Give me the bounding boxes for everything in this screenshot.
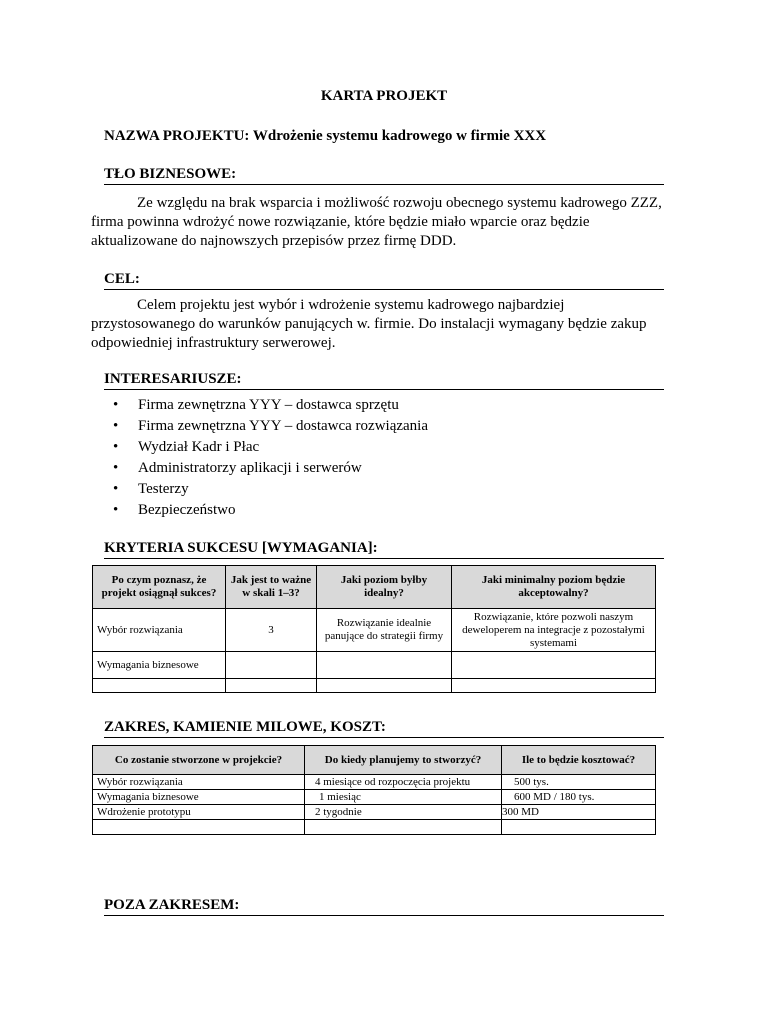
table-cell: Rozwiązanie idealnie panujące do strategii firmy — [317, 609, 452, 652]
table-cell: Wdrożenie prototypu — [93, 805, 305, 820]
scope-table — [92, 745, 656, 835]
goal-heading: CEL: — [104, 271, 664, 290]
table-cell: Rozwiązanie, które pozwoli naszym deweloperem na integracje z pozostałymi systemami — [452, 609, 656, 652]
list-item-text: Firma zewnętrzna YYY – dostawca sprzętu — [138, 397, 399, 413]
list-item — [113, 458, 428, 479]
list-item — [113, 416, 428, 437]
table-cell — [317, 652, 452, 679]
table-cell: 2 tygodnie — [305, 805, 502, 820]
list-item — [113, 500, 428, 521]
table-row — [93, 652, 656, 679]
table-row — [93, 790, 656, 805]
table-cell: 600 MD / 180 tys. — [502, 790, 656, 805]
table-cell: 1 miesiąc — [305, 790, 502, 805]
table-cell — [226, 652, 317, 679]
table-header-cell: Jaki poziom byłby idealny? — [317, 566, 452, 609]
stakeholders-heading: INTERESARIUSZE: — [104, 371, 664, 390]
table-row — [93, 775, 656, 790]
list-item — [113, 479, 428, 500]
table-cell: 300 MD — [502, 805, 656, 820]
table-header-cell: Po czym poznasz, że projekt osiągnął sukces? — [93, 566, 226, 609]
table-cell — [93, 820, 305, 835]
bullet-icon: • — [113, 397, 119, 413]
stakeholders-list — [113, 395, 428, 521]
document-title: KARTA PROJEKT — [320, 88, 448, 104]
list-item-text: Testerzy — [138, 481, 189, 497]
table-cell — [452, 652, 656, 679]
table-row — [93, 820, 656, 835]
criteria-table — [92, 565, 656, 693]
list-item-text: Wydział Kadr i Płac — [138, 439, 260, 455]
table-row — [93, 805, 656, 820]
table-cell: Wymagania biznesowe — [93, 790, 305, 805]
table-header-cell: Co zostanie stworzone w projekcie? — [93, 746, 305, 775]
table-cell — [305, 820, 502, 835]
table-cell: Wybór rozwiązania — [93, 609, 226, 652]
project-name: NAZWA PROJEKTU: Wdrożenie systemu kadrowego w firmie XXX — [104, 128, 547, 144]
list-item-text: Administratorzy aplikacji i serwerów — [138, 460, 362, 476]
table-header-cell: Jak jest to ważne w skali 1–3? — [226, 566, 317, 609]
table-row — [93, 679, 656, 693]
table-header-cell: Ile to będzie kosztować? — [502, 746, 656, 775]
list-item-text: Bezpieczeństwo — [138, 502, 236, 518]
table-header-cell: Do kiedy planujemy to stworzyć? — [305, 746, 502, 775]
table-header-row — [93, 746, 656, 775]
table-cell: 500 tys. — [502, 775, 656, 790]
list-item — [113, 437, 428, 458]
scope-heading: ZAKRES, KAMIENIE MILOWE, KOSZT: — [104, 719, 664, 738]
bullet-icon: • — [113, 502, 119, 518]
bullet-icon: • — [113, 439, 119, 455]
table-cell: 4 miesiące od rozpoczęcia projektu — [305, 775, 502, 790]
table-cell: Wymagania biznesowe — [93, 652, 226, 679]
table-cell: 3 — [226, 609, 317, 652]
list-item-text: Firma zewnętrzna YYY – dostawca rozwiązania — [138, 418, 429, 434]
table-header-cell: Jaki minimalny poziom będzie akceptowalny? — [452, 566, 656, 609]
table-cell — [502, 820, 656, 835]
goal-text: Celem projektu jest wybór i wdrożenie systemu kadrowego najbardziej przystosowanego do warunków panujących w. firmie. Do instalacji wymagany będzie zakup odpowiedniej infrastruktury serwerowej. — [91, 297, 647, 351]
list-item — [113, 395, 428, 416]
table-cell — [226, 679, 317, 693]
bullet-icon: • — [113, 460, 119, 476]
table-header-row — [93, 566, 656, 609]
criteria-heading: KRYTERIA SUKCESU [WYMAGANIA]: — [104, 540, 664, 559]
table-cell — [93, 679, 226, 693]
bullet-icon: • — [113, 481, 119, 497]
out-of-scope-heading: POZA ZAKRESEM: — [104, 897, 664, 916]
bullet-icon: • — [113, 418, 119, 434]
background-text: Ze względu na brak wsparcia i możliwość rozwoju obecnego systemu kadrowego ZZZ, firma powinna wdrożyć nowe rozwiązanie, które będzie miało wparcie oraz będzie aktualizowane do najnowszych przepisów przez firmę DDD. — [91, 195, 662, 249]
table-cell — [317, 679, 452, 693]
table-cell: Wybór rozwiązania — [93, 775, 305, 790]
table-row — [93, 609, 656, 652]
table-cell — [452, 679, 656, 693]
background-heading: TŁO BIZNESOWE: — [104, 166, 664, 185]
